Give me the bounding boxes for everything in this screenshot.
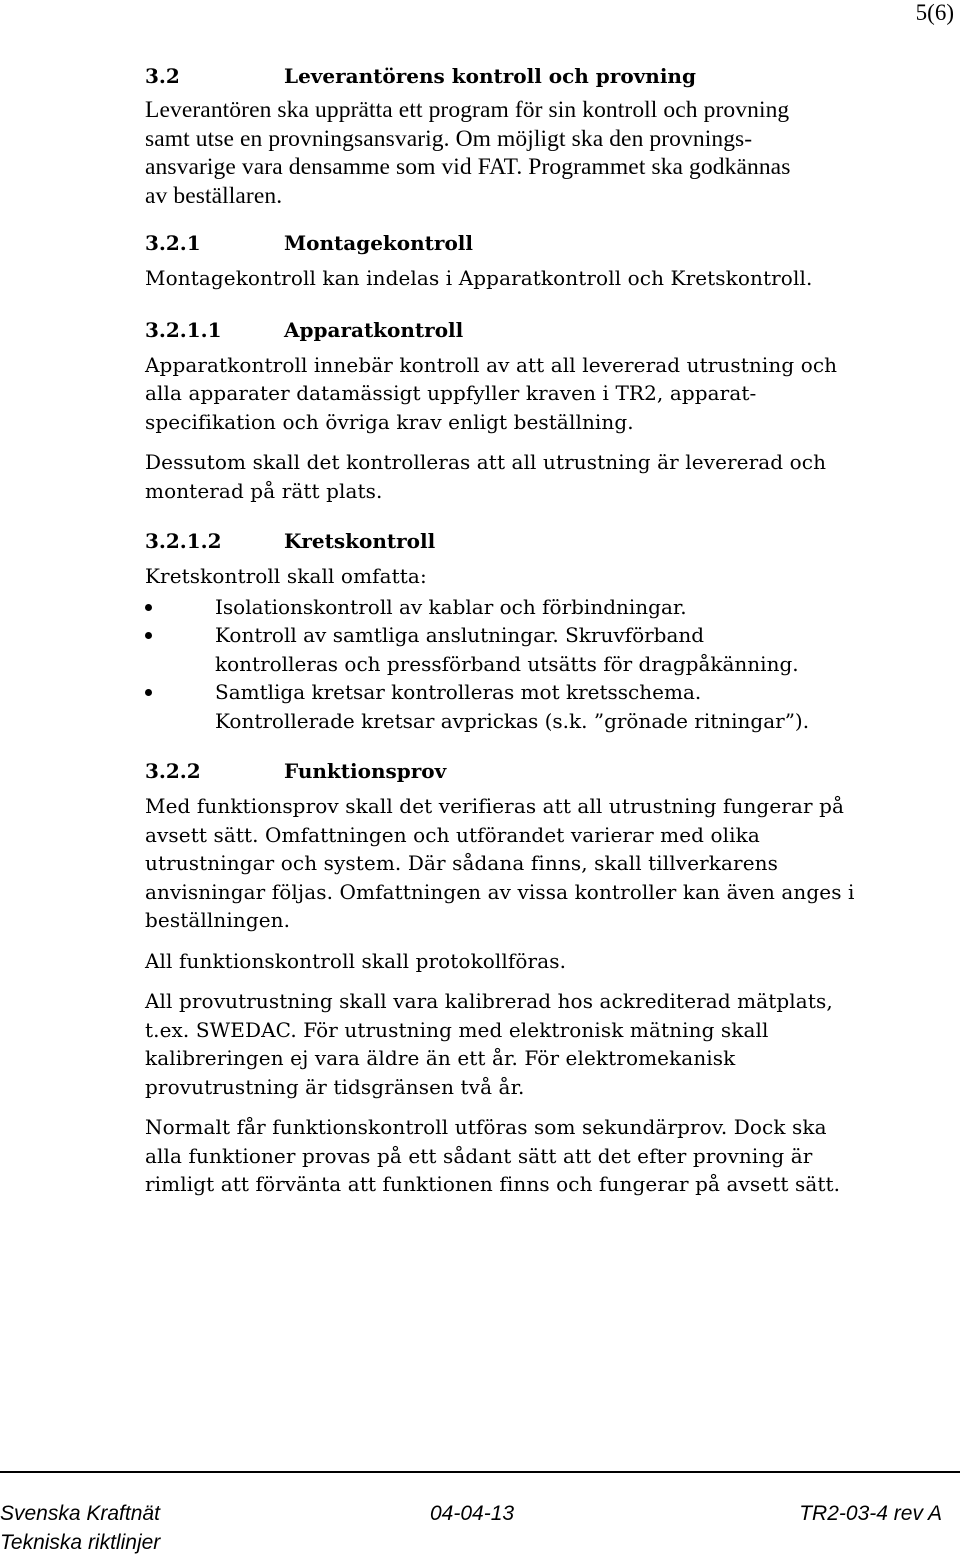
list-item	[145, 678, 945, 735]
footer-date: 04-04-13	[430, 1502, 515, 1525]
text-line: Kretskontroll skall omfatta:	[145, 564, 427, 588]
footer-divider	[0, 1471, 960, 1473]
section-heading-3-2-1	[145, 229, 945, 257]
text-line: ansvarige vara densamme som vid FAT. Programmet ska godkännas	[145, 154, 791, 180]
bullet-list	[145, 593, 945, 736]
text-line: Leverantören ska upprätta ett program för sin kontroll och provning	[145, 97, 790, 123]
section-heading-3-2	[145, 62, 945, 90]
section-heading-3-2-2	[145, 757, 945, 785]
text-line: provutrustning är tidsgränsen två år.	[145, 1074, 525, 1099]
footer-organization: Svenska Kraftnät	[0, 1502, 160, 1525]
text-line: av beställaren.	[145, 182, 283, 209]
paragraph	[145, 987, 945, 1101]
text-line: Isolationskontroll av kablar och förbindningar.	[215, 594, 687, 619]
text-line: Normalt får funktionskontroll utföras som sekundärprov. Dock ska	[145, 1115, 827, 1139]
paragraph	[145, 96, 945, 210]
text-line: Samtliga kretsar kontrolleras mot kretsschema.	[215, 680, 702, 704]
text-line: t.ex. SWEDAC. För utrustning med elektronisk mätning skall	[145, 1017, 769, 1042]
section-title: Leverantörens kontroll och provning	[284, 64, 696, 88]
section-number: 3.2.1.1	[145, 317, 222, 342]
paragraph	[145, 448, 945, 505]
section-title: Funktionsprov	[284, 759, 447, 783]
text-line: Kontrollerade kretsar avprickas (s.k. ”grönade ritningar”).	[215, 708, 810, 733]
text-line: beställningen.	[145, 908, 291, 932]
text-line: All funktionskontroll skall protokollföras.	[145, 948, 567, 973]
bullet-icon	[145, 632, 152, 639]
footer-document-id: TR2-03-4 rev A	[799, 1502, 942, 1525]
paragraph	[145, 351, 945, 437]
section-number: 3.2.2	[145, 759, 201, 783]
list-item	[145, 621, 945, 678]
text-line: anvisningar följas. Omfattningen av vissa kontroller kan även anges i	[145, 879, 855, 904]
page-number: 5(6)	[915, 0, 954, 25]
text-line: rimligt att förvänta att funktionen finns och fungerar på avsett sätt.	[145, 1172, 841, 1196]
footer-subtitle: Tekniska riktlinjer	[0, 1531, 161, 1554]
text-line: kontrolleras och pressförband utsätts för dragpåkänning.	[215, 651, 799, 676]
text-line: monterad på rätt plats.	[145, 478, 383, 503]
list-item	[145, 593, 945, 622]
text-line: kalibreringen ej vara äldre än ett år. För elektromekanisk	[145, 1046, 736, 1070]
section-number: 3.2.1.2	[145, 529, 222, 553]
section-number: 3.2	[145, 64, 180, 88]
section-heading-3-2-1-2	[145, 527, 945, 555]
bullet-icon	[145, 604, 152, 611]
section-title: Montagekontroll	[284, 231, 473, 255]
section-number: 3.2.1	[145, 231, 201, 255]
section-title: Apparatkontroll	[284, 317, 464, 342]
bullet-icon	[145, 689, 152, 696]
paragraph	[145, 947, 945, 976]
document-body	[145, 62, 945, 1211]
text-line: alla funktioner provas på ett sådant sätt att det efter provning är	[145, 1143, 813, 1168]
text-line: All provutrustning skall vara kalibrerad hos ackrediterad mätplats,	[145, 989, 833, 1013]
text-line: alla apparater datamässigt uppfyller kraven i TR2, apparat-	[145, 381, 757, 405]
paragraph	[145, 792, 945, 935]
text-line: Med funktionsprov skall det verifieras att all utrustning fungerar på	[145, 794, 844, 818]
text-line: Apparatkontroll innebär kontroll av att all levererad utrustning och	[145, 352, 838, 377]
text-line: Dessutom skall det kontrolleras att all utrustning är levererad och	[145, 450, 827, 474]
text-line: utrustningar och system. Där sådana finns, skall tillverkarens	[145, 851, 778, 875]
section-title: Kretskontroll	[284, 529, 436, 553]
text-line: samt utse en provningsansvarig. Om möjligt ska den provnings-	[145, 125, 753, 152]
paragraph	[145, 264, 945, 293]
text-line: specifikation och övriga krav enligt beställning.	[145, 409, 634, 434]
text-line: Kontroll av samtliga anslutningar. Skruvförband	[215, 623, 705, 647]
text-line: avsett sätt. Omfattningen och utförandet varierar med olika	[145, 822, 760, 847]
section-heading-3-2-1-1	[145, 316, 945, 344]
text-line: Montagekontroll kan indelas i Apparatkontroll och Kretskontroll.	[145, 266, 813, 290]
paragraph	[145, 562, 945, 591]
paragraph	[145, 1113, 945, 1199]
